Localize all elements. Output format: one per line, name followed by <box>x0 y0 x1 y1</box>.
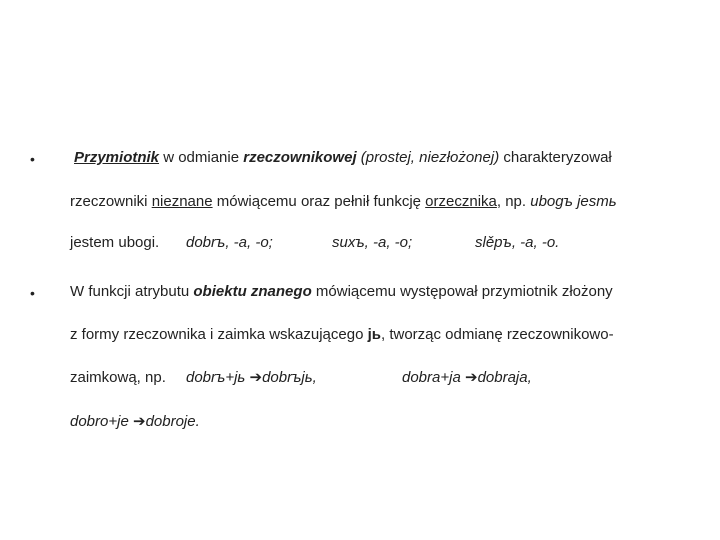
example-1-from: dobrъ+jь <box>186 369 246 386</box>
term-declension: rzeczownikowej <box>243 149 357 166</box>
example-2-from: dobra+ja <box>402 369 461 386</box>
example-3-to: dobroje. <box>145 413 200 430</box>
p2-line-3 <box>70 368 166 388</box>
arrow-icon: ➔ <box>464 369 478 386</box>
p2-line-2 <box>70 325 614 345</box>
example-2 <box>402 368 532 388</box>
term-nieznane: nieznane <box>151 193 213 210</box>
example-2-to: dobraja, <box>477 369 532 386</box>
p1-l3-text-1: jestem ubogi. <box>70 234 160 251</box>
example-1-to: dobrъjь, <box>262 369 317 386</box>
arrow-icon: ➔ <box>249 369 263 386</box>
arrow-icon: ➔ <box>132 413 146 430</box>
p2-l1-text-1: W funkcji atrybutu <box>70 283 194 300</box>
p2-l3-text-1: zaimkową, np. <box>70 369 166 386</box>
form-suxu: suxъ, -a, -o; <box>332 234 413 251</box>
example-3-from: dobro+je <box>70 413 129 430</box>
p1-line-1 <box>74 148 612 168</box>
example-ubogu: ubogъ jesmь <box>530 193 617 210</box>
p1-l1-text-1: w odmianie <box>159 149 244 166</box>
p1-line-3 <box>70 233 159 253</box>
term-ji: jь <box>367 326 381 343</box>
p1-l2-text-3: , np. <box>496 193 531 210</box>
bullet-1: • <box>30 151 35 167</box>
term-obiektu-znanego: obiektu znanego <box>193 283 312 300</box>
example-3 <box>70 412 200 432</box>
p2-line-1 <box>70 282 613 302</box>
p1-l1-text-2: (prostej, niezłożonej) <box>356 149 500 166</box>
example-1 <box>186 368 317 388</box>
p1-line-2 <box>70 192 617 212</box>
p1-l1-text-3: charakteryzował <box>499 149 612 166</box>
p1-l2-text-2: mówiącemu oraz pełnił funkcję <box>212 193 426 210</box>
p1-l2-text-1: rzeczowniki <box>70 193 152 210</box>
term-orzecznika: orzecznika <box>425 193 497 210</box>
form-dobru: dobrъ, -a, -o; <box>186 234 273 251</box>
form-slepu: slěpъ, -a, -o. <box>475 234 560 251</box>
term-przymiotnik: Przymiotnik <box>74 149 160 166</box>
p2-l2-text-1: z formy rzeczownika i zaimka wskazującego <box>70 326 368 343</box>
p2-l1-text-2: mówiącemu występował przymiotnik złożony <box>311 283 613 300</box>
bullet-2: • <box>30 285 35 301</box>
p2-l2-text-2: , tworząc odmianę rzeczownikowo- <box>381 326 614 343</box>
